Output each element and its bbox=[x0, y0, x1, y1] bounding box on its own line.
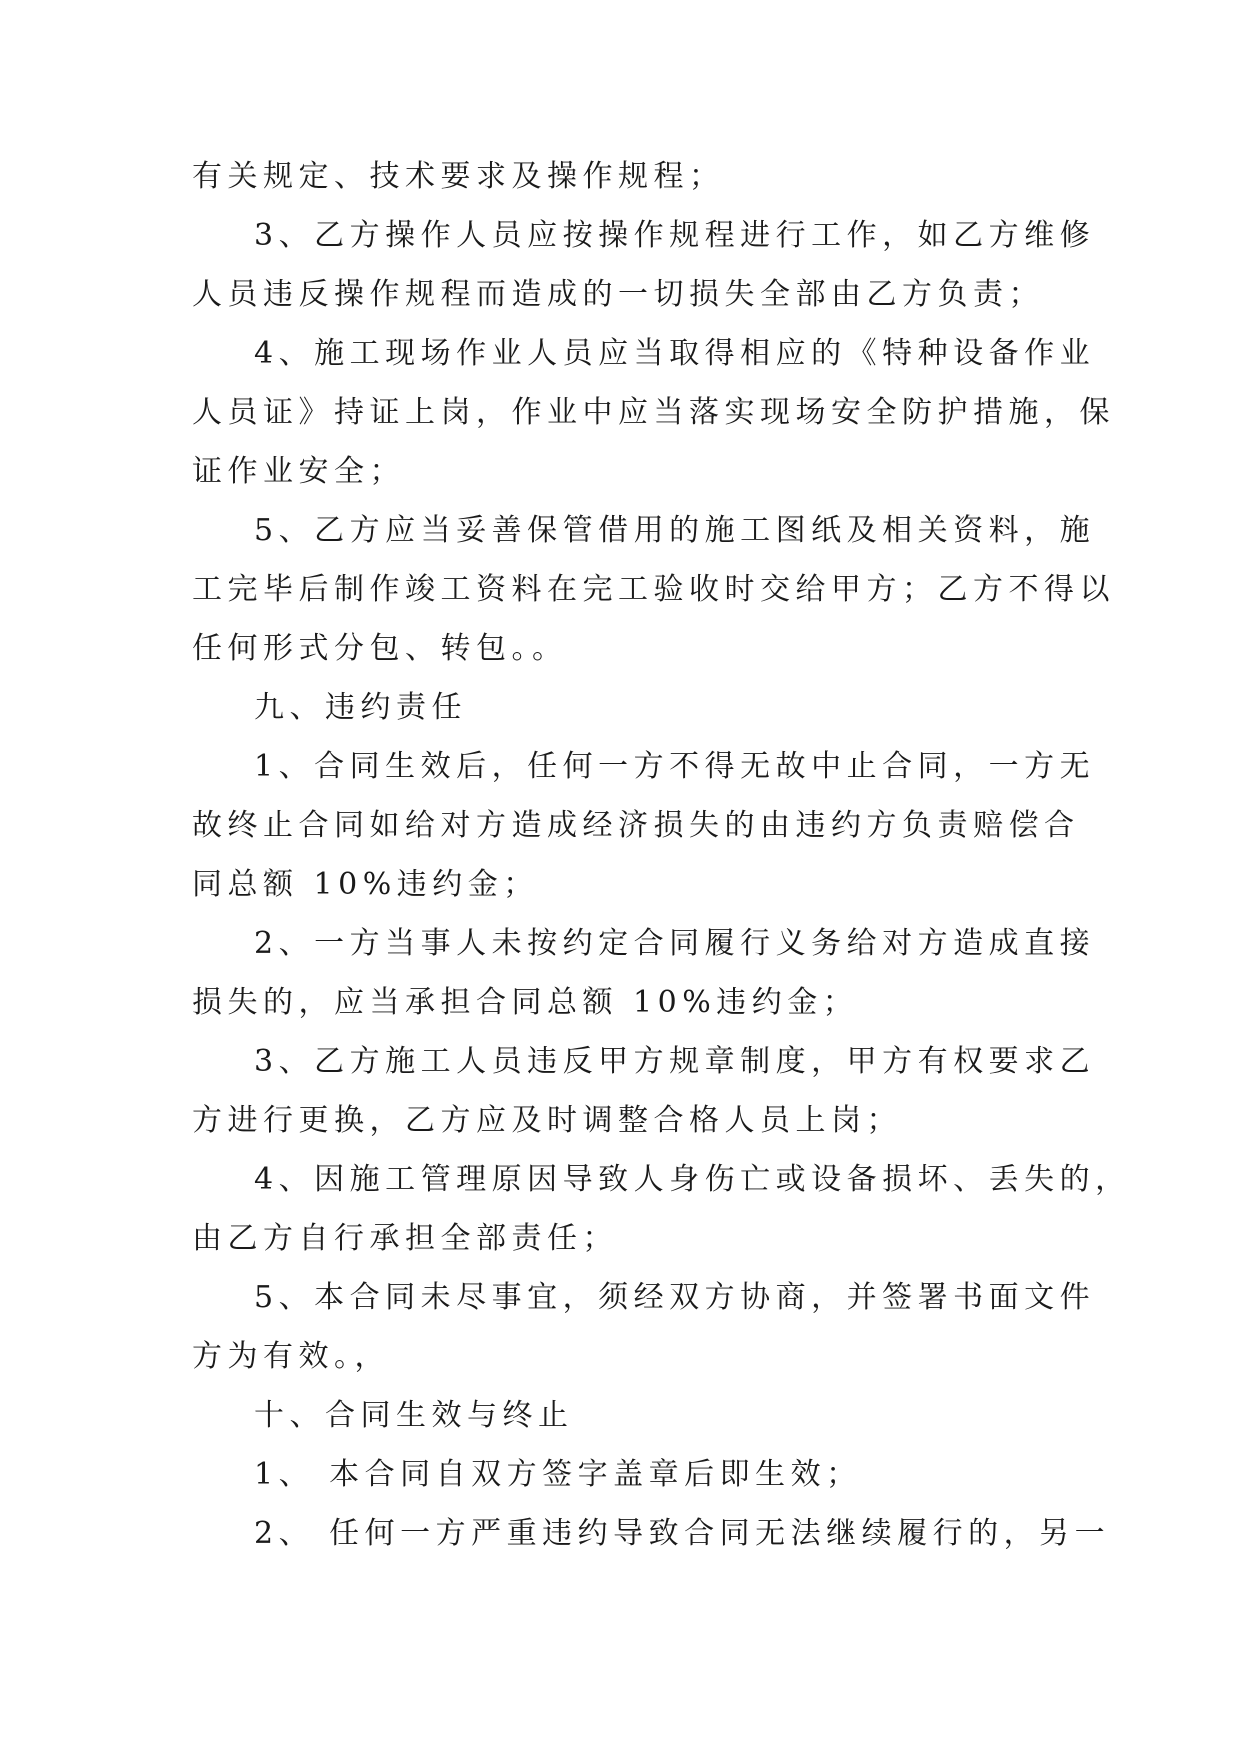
text-line: 5、乙方应当妥善保管借用的施工图纸及相关资料，施 bbox=[254, 513, 1096, 548]
text-line: 3、乙方施工人员违反甲方规章制度，甲方有权要求乙 bbox=[254, 1044, 1096, 1079]
text-line: 故终止合同如给对方造成经济损失的由违约方负责赔偿合 bbox=[192, 808, 1080, 843]
text-line: 1、 本合同自双方签字盖章后即生效； bbox=[254, 1457, 862, 1492]
text-line: 5、本合同未尽事宜，须经双方协商，并签署书面文件 bbox=[254, 1280, 1096, 1315]
text-line: 2、一方当事人未按约定合同履行义务给对方造成直接 bbox=[254, 926, 1096, 961]
text-line: 有关规定、技术要求及操作规程； bbox=[192, 159, 725, 194]
text-line: 1、合同生效后，任何一方不得无故中止合同，一方无 bbox=[254, 749, 1096, 784]
text-line: 2、 任何一方严重违约导致合同无法继续履行的，另一 bbox=[254, 1516, 1111, 1551]
text-line: 4、因施工管理原因导致人身伤亡或设备损坏、丢失的， bbox=[254, 1162, 1131, 1197]
text-line: 任何形式分包、转包。。 bbox=[192, 631, 568, 666]
text-line: 由乙方自行承担全部责任； bbox=[192, 1221, 618, 1256]
text-line: 证作业安全； bbox=[192, 454, 405, 489]
text-line: 方为有效。， bbox=[192, 1339, 390, 1374]
text-line: 人员违反操作规程而造成的一切损失全部由乙方负责； bbox=[192, 277, 1044, 312]
text-line: 工完毕后制作竣工资料在完工验收时交给甲方；乙方不得以 bbox=[192, 572, 1115, 607]
section-heading: 十、合同生效与终止 bbox=[254, 1398, 574, 1433]
text-line: 损失的，应当承担合同总额 10%违约金； bbox=[192, 985, 859, 1020]
text-line: 方进行更换，乙方应及时调整合格人员上岗； bbox=[192, 1103, 902, 1138]
text-line: 人员证》持证上岗，作业中应当落实现场安全防护措施，保 bbox=[192, 395, 1115, 430]
text-line: 同总额 10%违约金； bbox=[192, 867, 539, 902]
text-line: 3、乙方操作人员应按操作规程进行工作，如乙方维修 bbox=[254, 218, 1096, 253]
section-heading: 九、违约责任 bbox=[254, 690, 467, 725]
text-line: 4、施工现场作业人员应当取得相应的《特种设备作业 bbox=[254, 336, 1096, 371]
